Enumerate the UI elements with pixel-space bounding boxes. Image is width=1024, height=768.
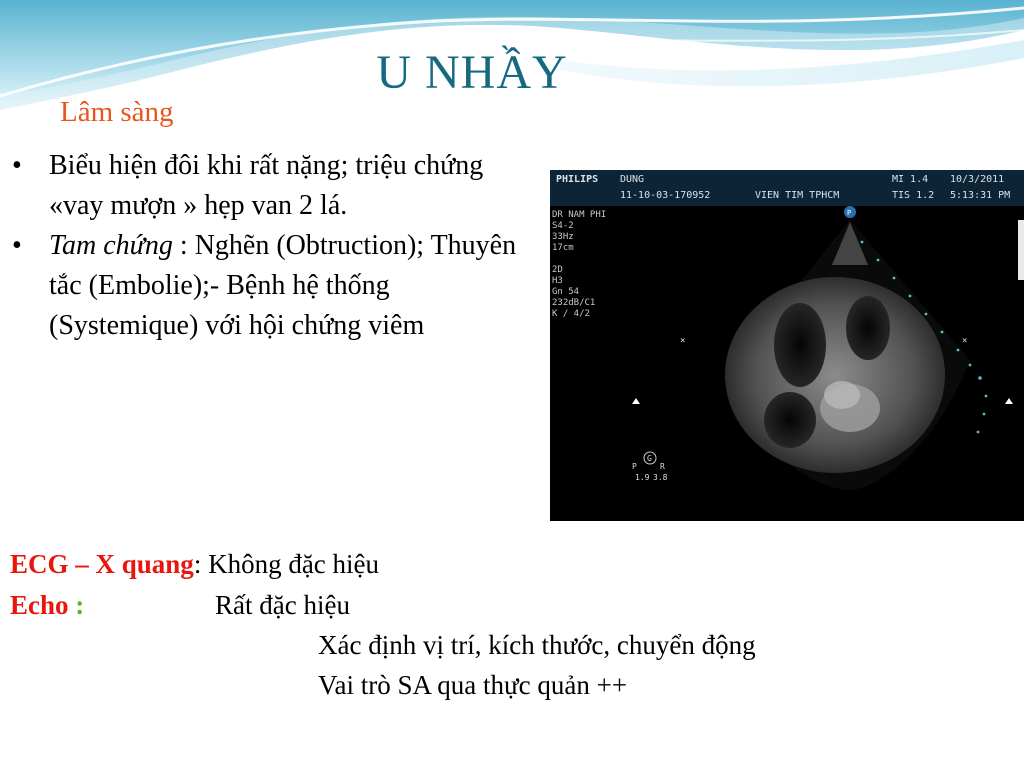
us-operator: DR NAM PHI: [552, 210, 607, 220]
us-r-label: R: [660, 462, 665, 471]
echo-tee-line: Vai trò SA qua thực quản ++: [318, 670, 628, 700]
us-mode: 2D: [552, 265, 563, 275]
us-probe: S4-2: [552, 221, 574, 231]
us-kp: K / 4/2: [552, 309, 590, 319]
bullet-emphasis: Tam chứng: [49, 230, 173, 261]
us-date: 10/3/2011: [950, 174, 1005, 185]
us-p-label: P: [632, 462, 637, 471]
ecg-line: [10, 544, 379, 584]
us-gain: Gn 54: [552, 287, 580, 297]
us-depth: 17cm: [552, 243, 574, 253]
bullet-item: [10, 226, 540, 346]
us-time: 5:13:31 PM: [950, 190, 1011, 201]
us-orientation-marker: P: [847, 209, 852, 217]
echo-colon: :: [75, 590, 85, 620]
slide-title: [0, 45, 944, 100]
us-frequency: 33Hz: [552, 232, 574, 242]
slide-title-text: U NHẦY: [376, 46, 568, 99]
us-g-label: G: [647, 454, 652, 463]
bullet-text: : Nghẽn (Obtruction); Thuyên tắc (Embolie);- Bệnh hệ thống (Systemique) với hội chứng viêm: [49, 230, 517, 341]
us-mi: MI 1.4: [892, 174, 929, 185]
us-brand: PHILIPS: [556, 174, 599, 185]
ecg-label: ECG – X quang: [10, 549, 194, 579]
us-institution: VIEN TIM TPHCM: [755, 190, 840, 201]
us-r-value: 3.8: [653, 473, 668, 482]
echo-text: Rất đặc hiệu: [215, 590, 350, 620]
bullet-item: [10, 146, 540, 226]
bullet-text: Biểu hiện đôi khi rất nặng; triệu chứng «vay mượn » hẹp van 2 lá.: [49, 150, 484, 221]
us-marker-right: ×: [962, 336, 968, 346]
us-marker-left: ×: [680, 336, 686, 346]
echo-line: [10, 585, 84, 625]
us-tis: TIS 1.2: [892, 190, 935, 201]
us-h: H3: [552, 276, 563, 286]
ecg-text: : Không đặc hiệu: [193, 549, 380, 579]
us-p-value: 1.9: [635, 473, 650, 482]
us-study-id: 11-10-03-170952: [620, 190, 711, 201]
echo-detail-line: Xác định vị trí, kích thước, chuyển động: [318, 630, 756, 660]
us-patient: DUNG: [620, 174, 645, 185]
us-dynamic: 232dB/C1: [552, 298, 596, 308]
bullet-list: [10, 146, 540, 346]
slide-subtitle: Lâm sàng: [60, 96, 174, 128]
echo-label: Echo: [10, 590, 69, 620]
echocardiogram-image: [550, 170, 1024, 521]
